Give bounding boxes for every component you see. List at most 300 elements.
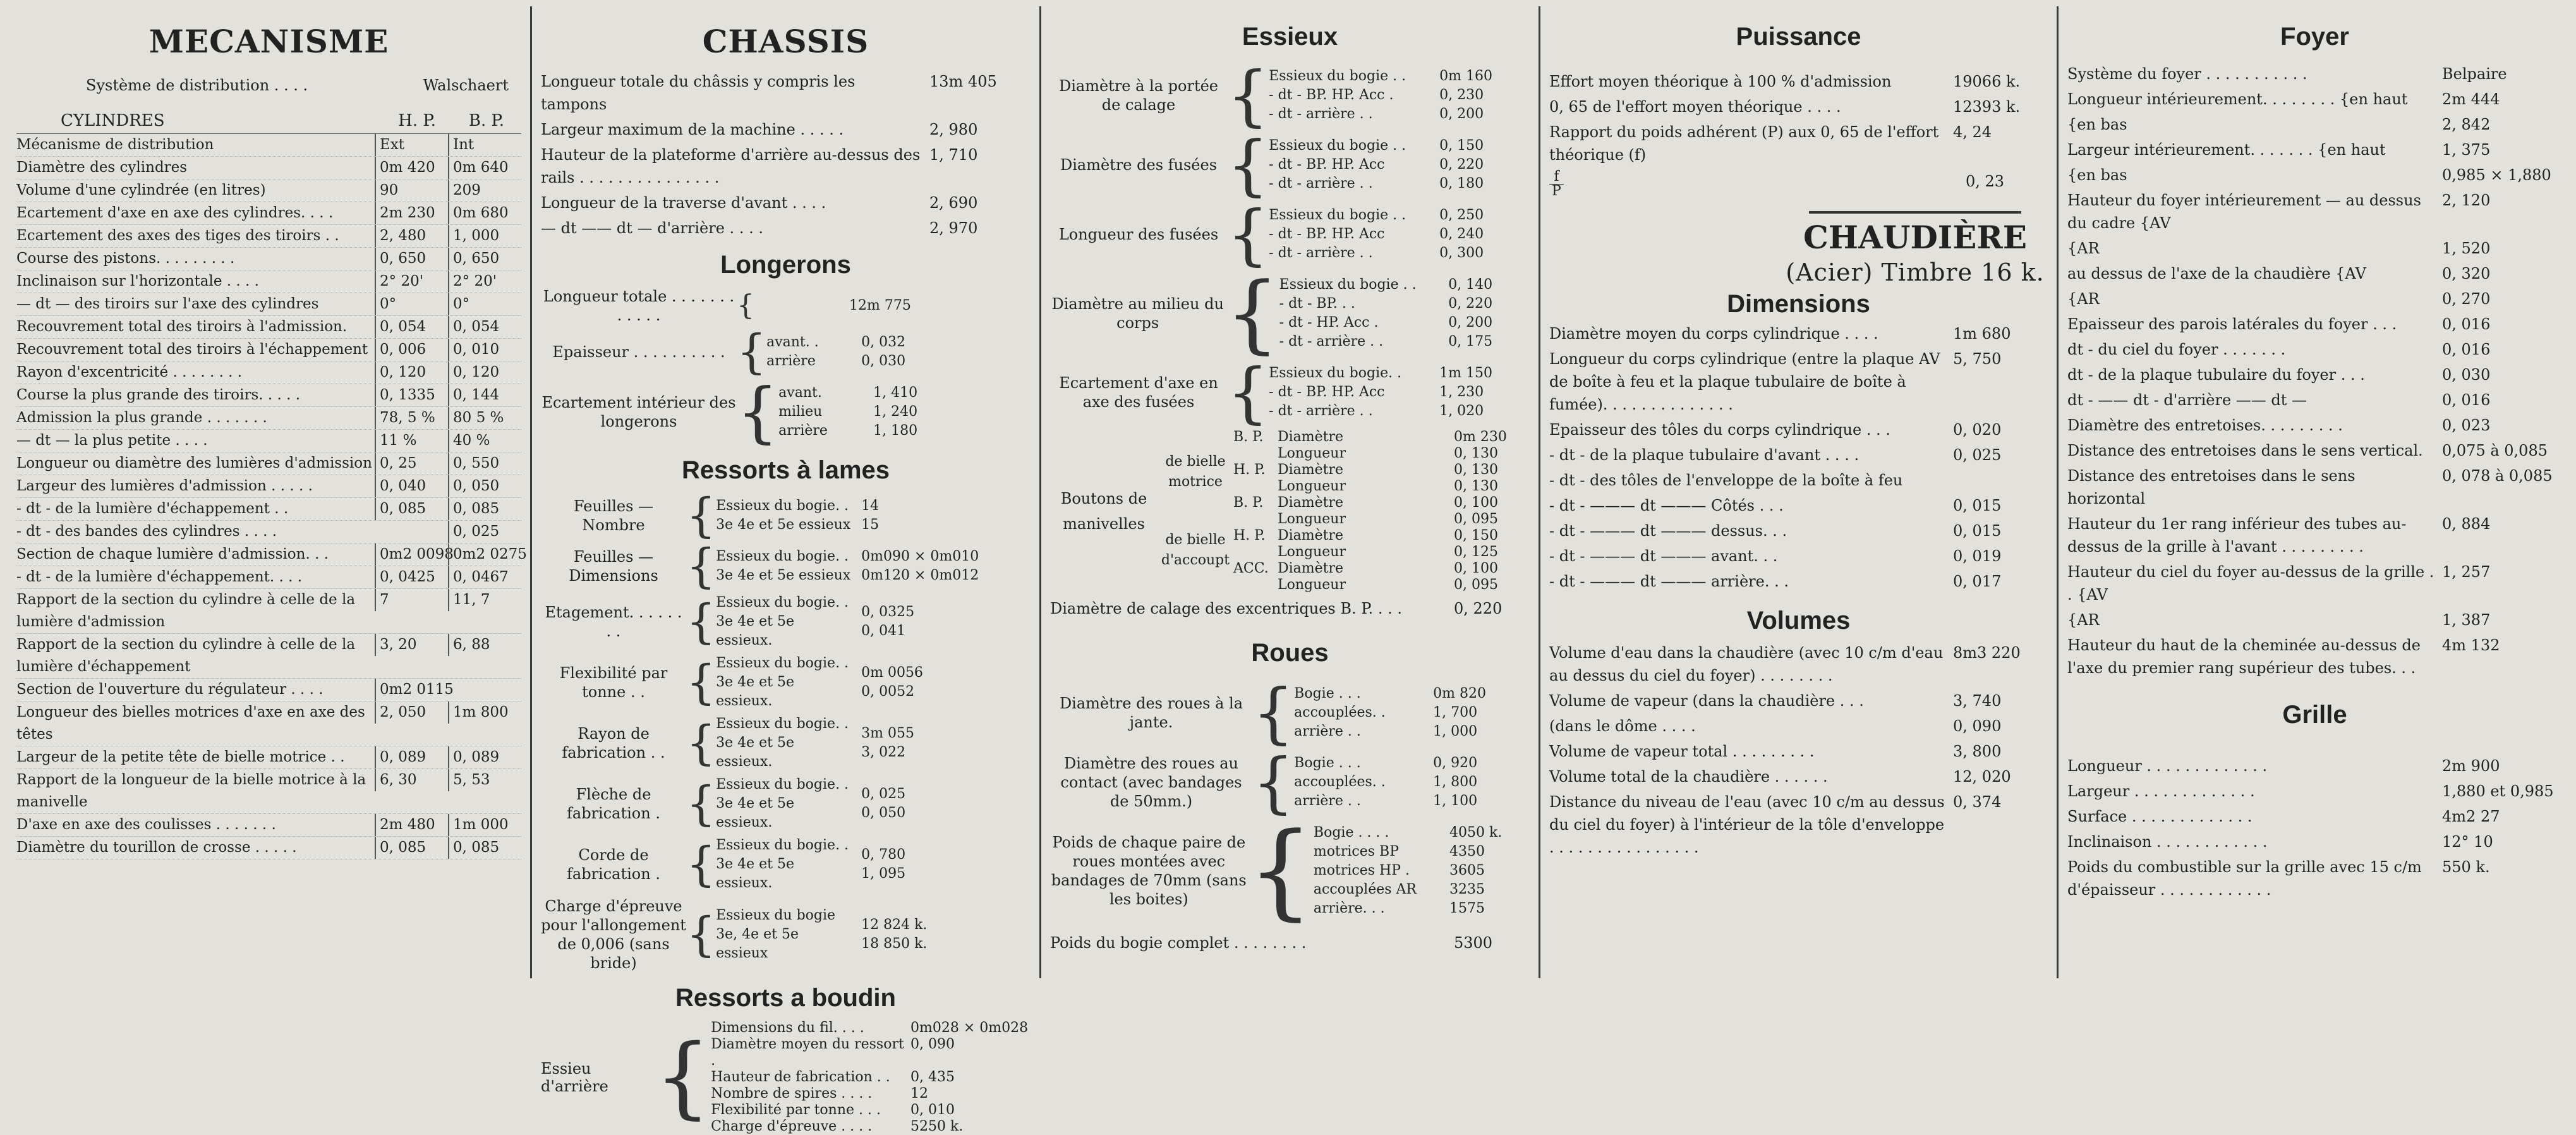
mecanisme-table: [16, 134, 527, 859]
chassis-row: [541, 217, 1031, 240]
boudin-row-value: 0, 010: [910, 1102, 955, 1118]
essieu-group-value: 0, 200: [1439, 106, 1484, 122]
essieu-group: [1050, 196, 1530, 273]
ressort-group-sub: 3e 4e et 5e essieux: [716, 517, 851, 533]
roue-group: [1050, 810, 1530, 931]
ressort-group-sub: 3e 4e et 5e essieux.: [716, 674, 794, 709]
mecanisme-row-hp: 2m 480: [375, 814, 448, 836]
essieu-group-subs: [1279, 276, 1442, 351]
foyer-row: [2067, 288, 2562, 310]
bouton-value: 0, 130: [1454, 446, 1498, 461]
mecanisme-row-bp: 0, 085: [448, 498, 521, 520]
foyer-row-label: Epaisseur des parois latérales du foyer . . .: [2067, 315, 2397, 333]
ressort-group-brace: {: [686, 489, 717, 543]
mecanisme-row: [16, 430, 521, 452]
foyer-row-value: 0, 030: [2442, 366, 2491, 384]
essieu-group-brace: {: [1225, 264, 1279, 363]
ressort-group-values: [855, 497, 988, 535]
longeron-group-values: [867, 384, 1000, 440]
foyer-row: [2067, 262, 2562, 285]
chassis-row-value: 13m 405: [929, 73, 997, 90]
essieu-group-values: [1433, 67, 1521, 124]
mecanisme-row-hp: 2, 050: [375, 701, 448, 724]
ressort-group-value: 0, 0052: [861, 684, 915, 700]
longeron-group-brace: {: [737, 373, 779, 451]
mecanisme-row-hp: Ext: [375, 134, 448, 156]
boudin-row: [711, 1020, 1031, 1036]
frac-f-over-p: [1549, 170, 1564, 198]
mecanisme-row: [16, 679, 521, 701]
longeron-group-subs: [778, 384, 867, 440]
mecanisme-row: [16, 634, 521, 679]
ressort-group-value: 0m120 × 0m012: [861, 568, 979, 583]
mecanisme-row-label: Rayon d'excentricité . . . . . . . .: [16, 364, 243, 380]
essieu-group-sub: - dt - BP. . .: [1279, 296, 1355, 312]
ressort-group-label: Corde de fabrication .: [567, 846, 660, 883]
bouton-grp: H. P.: [1233, 462, 1266, 478]
foyer-row-label: {en bas: [2067, 166, 2127, 184]
volume-row-value: 0, 090: [1953, 717, 2002, 735]
grille-row-value: 12° 10: [2442, 833, 2493, 851]
dimensions-table: [1549, 322, 2048, 593]
dimension-row-value: 0, 015: [1953, 497, 2002, 514]
essieu-group-subs: [1269, 67, 1433, 124]
mecanisme-row-hp: 0, 089: [375, 746, 448, 768]
mecanisme-row: [16, 270, 521, 293]
roue-group-sub: Bogie . . .: [1294, 755, 1361, 771]
mecanisme-row-hp: 0m2 0115: [375, 679, 448, 701]
ressort-group: [541, 715, 1031, 772]
essieu-group-sub: Essieux du bogie. .: [1269, 365, 1402, 381]
mecanisme-row-bp: 209: [448, 179, 521, 202]
foyer-row-value: 0, 016: [2442, 315, 2491, 333]
longeron-group-brace: {: [737, 289, 754, 322]
ressort-group-value: 0, 0325: [861, 604, 915, 620]
foyer-row-value: 0, 078 à 0,085: [2442, 467, 2553, 485]
mecanisme-row-label: Ecartement d'axe en axe des cylindres. . . .: [16, 205, 334, 221]
bouton-sub: Diamètre: [1278, 429, 1344, 445]
essieu-group-sub: - dt - BP. HP. Acc: [1269, 384, 1385, 400]
essieu-group: [1050, 57, 1530, 134]
ressort-group-sub: 3e 4e et 5e essieux.: [716, 856, 794, 891]
bouton-row: [1233, 446, 1530, 462]
bouton-value: 0, 150: [1454, 528, 1498, 543]
dimension-row-value: 0, 025: [1953, 446, 2002, 464]
mecanisme-row-bp: 0, 089: [448, 746, 521, 768]
essieu-group-sub: - dt - arrière . .: [1279, 334, 1384, 349]
hp-header: H. P.: [398, 111, 436, 130]
mecanisme-row-bp: 0, 010: [448, 339, 521, 361]
essieu-group-value: 1m 150: [1439, 365, 1493, 381]
roue-group-value: 0m 820: [1433, 686, 1487, 701]
grille-row-label: Surface . . . . . . . . . . . . .: [2067, 808, 2252, 825]
chassis-row: [541, 70, 1031, 116]
mecanisme-row: [16, 407, 521, 430]
chaudiere-heading-box: [1782, 211, 2048, 290]
essieu-group: [1050, 354, 1530, 431]
longeron-group-sub: milieu: [778, 404, 823, 420]
frac-row: [1549, 170, 2048, 198]
bouton-sub: Longueur: [1278, 577, 1346, 593]
foyer-row-label: Hauteur du haut de la cheminée au-dessus de l'axe du premier rang supérieur des tubes. . .: [2067, 636, 2421, 677]
foyer-row-label: dt - de la plaque tubulaire du foyer . . .: [2067, 366, 2365, 384]
boudin-row-label: Hauteur de fabrication . .: [711, 1069, 890, 1085]
dimension-row: [1549, 545, 2048, 568]
mecanisme-row-bp: 80 5 %: [448, 407, 521, 429]
roue-group-value: 4050 k.: [1449, 825, 1503, 841]
essieu-group-sub: - dt - BP. HP. Acc: [1269, 157, 1385, 173]
foyer-row: [2067, 237, 2562, 260]
mecanisme-row-label: Largeur des lumières d'admission . . . . .: [16, 478, 313, 494]
bouton-grp: H. P.: [1233, 528, 1266, 543]
foyer-row-label: Distance des entretoises dans le sens horizontal: [2067, 467, 2355, 507]
mecanisme-row-hp: 0, 650: [375, 248, 448, 270]
chassis-table: [541, 70, 1031, 240]
mecanisme-row: [16, 339, 521, 361]
boutons-label: Boutons de manivelles: [1060, 490, 1147, 533]
essieu-group-values: [1433, 137, 1521, 193]
essieu-group-value: 0, 220: [1439, 157, 1484, 173]
foyer-row-value: 0, 320: [2442, 265, 2491, 282]
longeron-group: [541, 373, 1031, 451]
ressort-group-sub: Essieux du bogie: [716, 907, 836, 923]
bouton-row: [1233, 561, 1530, 577]
ressort-group-values: [855, 724, 988, 762]
mecanisme-row-hp: 0m2 0098: [375, 543, 448, 566]
grille-row: [2067, 856, 2562, 901]
grille-row-label: Largeur . . . . . . . . . . . . .: [2067, 782, 2255, 800]
mecanisme-row: [16, 521, 521, 543]
mecanisme-row-label: Rapport de la longueur de la bielle motrice à la manivelle: [16, 772, 366, 810]
volume-row-label: Volume de vapeur total . . . . . . . . .: [1549, 743, 1815, 760]
dimension-row-value: 0, 020: [1953, 421, 2002, 439]
essieux-title: Essieux: [1242, 23, 1338, 51]
bouton-grp: ACC.: [1233, 561, 1269, 576]
puissance-row: [1549, 70, 2048, 93]
longeron-group: [541, 325, 1031, 379]
mecanisme-row-bp: 5, 53: [448, 769, 521, 791]
ressort-group-values: [855, 664, 988, 701]
ressort-group-values: [855, 916, 988, 954]
chassis-row-label: Hauteur de la plateforme d'arrière au-dessus des rails . . . . . . . . . . . . . . .: [541, 146, 921, 186]
mecanisme-row-label: Diamètre du tourillon de crosse . . . . .: [16, 839, 297, 856]
roue-group-brace: {: [1252, 674, 1295, 751]
ressort-group-sub: Essieux du bogie. .: [716, 549, 849, 564]
mecanisme-row-label: Recouvrement total des tiroirs à l'échappement: [16, 341, 368, 358]
roue-group-label: Diamètre des roues au contact (avec bandages de 50mm.): [1060, 755, 1242, 810]
foyer-row-label: Distance des entretoises dans le sens vertical.: [2067, 442, 2423, 459]
ressort-group: [541, 539, 1031, 593]
bouton-row: [1233, 429, 1530, 446]
bogie-row: [1050, 932, 1530, 954]
longeron-group-value: 1, 240: [873, 404, 918, 420]
puissance-table: [1549, 70, 2048, 166]
mecanisme-row-hp: 7: [375, 589, 448, 611]
roue-group-brace: {: [1252, 744, 1295, 821]
bouton-sub: Diamètre: [1278, 462, 1344, 478]
volumes-title: Volumes: [1746, 607, 1851, 634]
mecanisme-column: [8, 6, 532, 978]
boudin-row-value: 12: [910, 1086, 928, 1102]
essieu-group-value: 0, 180: [1439, 176, 1484, 191]
boudin-row-label: Nombre de spires . . . .: [711, 1086, 873, 1102]
roue-group-value: 0, 920: [1433, 755, 1478, 771]
ressort-group-subs: [716, 497, 855, 535]
ressort-group-value: 0, 025: [861, 786, 906, 802]
foyer-row: [2067, 464, 2562, 510]
mecanisme-row-hp: 2, 480: [375, 225, 448, 247]
chassis-row-value: 2, 970: [929, 219, 978, 237]
mecanisme-row-bp: 0, 120: [448, 361, 521, 384]
chassis-row-value: 1, 710: [929, 146, 978, 164]
mecanisme-row-label: Mécanisme de distribution: [16, 137, 214, 153]
grille-row-value: 4m2 27: [2442, 808, 2500, 825]
ressorts-table: [541, 489, 1031, 973]
roue-group-value: 1, 800: [1433, 774, 1478, 790]
essieu-group-sub: Essieux du bogie . .: [1269, 68, 1406, 84]
roue-group-value: 3605: [1449, 863, 1485, 878]
grille-title: Grille: [2282, 701, 2347, 729]
essieu-group-value: 0, 250: [1439, 207, 1484, 223]
essieu-group-sub: Essieux du bogie . .: [1279, 277, 1417, 293]
ressort-group-sub: Essieux du bogie. .: [716, 837, 849, 853]
foyer-row-value: 4m 132: [2442, 636, 2500, 654]
mecanisme-row-hp: 0, 25: [375, 452, 448, 475]
essieu-group-sub: - dt - BP. HP. Acc .: [1269, 87, 1394, 103]
mecanisme-row-hp: 3, 20: [375, 634, 448, 656]
roue-group-sub: Bogie . . .: [1294, 686, 1361, 701]
volume-row-label: Volume total de la chaudière . . . . . .: [1549, 768, 1828, 786]
bouton-row: [1233, 577, 1530, 593]
foyer-row-value: 0, 884: [2442, 515, 2491, 533]
mecanisme-row-hp: 11 %: [375, 430, 448, 452]
longeron-group-sub: avant. .: [766, 334, 819, 350]
foyer-row-value: 0, 023: [2442, 416, 2491, 434]
mecanisme-row: [16, 384, 521, 407]
volume-row-label: Volume de vapeur (dans la chaudière . . .: [1549, 692, 1864, 710]
mecanisme-row: [16, 746, 521, 769]
grille-row-value: 1,880 et 0,985: [2442, 782, 2554, 800]
mecanisme-row: [16, 293, 521, 316]
frac-label: [1549, 170, 1966, 198]
foyer-row-label: Hauteur du ciel du foyer au-dessus de la grille . . {AV: [2067, 563, 2434, 604]
mecanisme-row-bp: Int: [448, 134, 521, 156]
longeron-group-values: [843, 296, 976, 315]
ressort-group-subs: [716, 775, 855, 832]
ressort-group: [541, 489, 1031, 543]
bouton-sub: Diamètre: [1278, 528, 1344, 543]
essieu-group-values: [1433, 364, 1521, 421]
foyer-row-value: 2, 842: [2442, 116, 2491, 133]
frac2-value: 0, 23: [1966, 173, 2005, 190]
mecanisme-row-label: D'axe en axe des coulisses . . . . . . .: [16, 816, 276, 833]
chassis-row-label: Longueur totale du châssis y compris les tampons: [541, 73, 856, 113]
foyer-row: [2067, 113, 2562, 136]
mecanisme-row: [16, 543, 527, 566]
boutons-table: [1233, 429, 1530, 593]
chassis-row: [541, 118, 1031, 141]
boudin-row: [711, 1069, 1031, 1086]
ressort-group-brace: {: [686, 777, 717, 831]
essieu-group-value: 0m 160: [1439, 68, 1493, 84]
bouton-row: [1233, 511, 1530, 528]
boudin-row: [711, 1036, 1031, 1069]
roue-group-subs: [1294, 754, 1427, 811]
foyer-row: [2067, 414, 2562, 437]
foyer-column: [2059, 6, 2571, 978]
volume-row: [1549, 641, 2048, 687]
mecanisme-row-hp: 0, 0425: [375, 566, 448, 588]
ressort-group: [541, 775, 1031, 832]
bogie-label: Poids du bogie complet . . . . . . . .: [1050, 934, 1307, 952]
foyer-title: Foyer: [2280, 23, 2349, 51]
longeron-group-value: 12m 775: [849, 298, 911, 313]
longeron-group-label: Ecartement intérieur des longerons: [541, 394, 736, 430]
foyer-row: [2067, 313, 2562, 336]
ressort-group-value: 0, 050: [861, 805, 906, 821]
volume-row: [1549, 715, 2048, 737]
foyer-row-label: dt - du ciel du foyer . . . . . . .: [2067, 341, 2286, 358]
mecanisme-row-bp: 0, 144: [448, 384, 521, 406]
essieu-group-label: Longueur des fusées: [1058, 226, 1219, 243]
foyer-row: [2067, 389, 2562, 411]
dimension-row-label: - dt - ——— dt ——— Côtés . . .: [1549, 497, 1784, 514]
dimension-row-label: - dt - ——— dt ——— dessus. . .: [1549, 522, 1787, 540]
roue-group-sub: arrière . .: [1294, 724, 1361, 739]
ressort-group: [541, 593, 1031, 650]
mecanisme-row-bp: 0, 085: [448, 837, 521, 859]
chaudiere-rule: [1809, 211, 2021, 214]
foyer-row-value: 0, 016: [2442, 341, 2491, 358]
foyer-row: [2067, 609, 2562, 631]
roue-group-value: 4350: [1449, 844, 1485, 859]
roue-group-sub: accouplées. .: [1294, 705, 1386, 720]
essieu-group-values: [1433, 206, 1521, 263]
essieu-group-sub: - dt - BP. HP. Acc: [1269, 226, 1385, 242]
mecanisme-row-label: Ecartement des axes des tiges des tiroirs . .: [16, 228, 339, 244]
mecanisme-row-bp: 0°: [448, 293, 521, 315]
ressort-group-subs: [716, 654, 855, 711]
bouton-value: 0m 230: [1454, 429, 1507, 445]
roue-group-sub: Bogie . . . .: [1313, 825, 1389, 841]
chassis-row: [541, 191, 1031, 214]
roue-group-values: [1427, 684, 1515, 741]
foyer-row-label: dt - —— dt - d'arrière —— dt —: [2067, 391, 2307, 409]
boudin-table: [711, 1020, 1031, 1135]
chassis-row-label: Largeur maximum de la machine . . . . .: [541, 121, 844, 138]
dimension-row-label: - dt - de la plaque tubulaire d'avant . . . .: [1549, 446, 1859, 464]
grille-row-label: Poids du combustible sur la grille avec 15 c/m d'épaisseur . . . . . . . . . . . .: [2067, 858, 2422, 899]
mecanisme-row-label: - dt - de la lumière d'échappement . .: [16, 501, 289, 517]
foyer-row: [2067, 439, 2562, 462]
grille-row-label: Inclinaison . . . . . . . . . . . .: [2067, 833, 2268, 851]
chassis-row-value: 2, 690: [929, 194, 978, 212]
longeron-group-label: Epaisseur . . . . . . . . . .: [552, 343, 725, 361]
essieu-group-sub: - dt - arrière . .: [1269, 106, 1373, 122]
foyer-row-label: au dessus de l'axe de la chaudière {AV: [2067, 265, 2366, 282]
dimension-row-value: 5, 750: [1953, 350, 2002, 368]
ressort-group-values: [855, 846, 988, 883]
ressort-group-value: 3, 022: [861, 744, 906, 760]
essieu-group-brace: {: [1227, 126, 1269, 203]
boudin-title: Ressorts a boudin: [675, 984, 896, 1012]
mecanisme-row-label: Admission la plus grande . . . . . . .: [16, 410, 267, 426]
motrice-label: de bielle motrice: [1165, 454, 1226, 490]
puissance-row-value: 19066 k.: [1953, 73, 2021, 90]
mecanisme-row-label: Largeur de la petite tête de bielle motrice . .: [16, 749, 345, 765]
grille-row-value: 550 k.: [2442, 858, 2490, 876]
ressort-group-label: Flèche de fabrication .: [567, 786, 660, 822]
chaudiere-sub: (Acier) Timbre 16 k.: [1786, 258, 2045, 286]
essieu-group-label: Ecartement d'axe en axe des fusées: [1059, 374, 1218, 411]
mecanisme-row-hp: 0, 1335: [375, 384, 448, 406]
mecanisme-row-bp: 2° 20': [448, 270, 521, 293]
puissance-row: [1549, 121, 2048, 166]
systeme-row: [16, 74, 521, 97]
chassis-row-value: 2, 980: [929, 121, 978, 138]
mecanisme-row: [16, 179, 521, 202]
essieu-group-subs: [1269, 137, 1433, 193]
mecanisme-row: [16, 157, 521, 179]
grille-row: [2067, 830, 2562, 853]
mecanisme-row: [16, 361, 521, 384]
ressort-group-sub: Essieux du bogie. .: [716, 595, 849, 610]
bouton-value: 0, 130: [1454, 462, 1498, 478]
mecanisme-row-hp: 78, 5 %: [375, 407, 448, 429]
bouton-sub: Diamètre: [1278, 495, 1344, 511]
boudin-row: [711, 1086, 1031, 1102]
longeron-group-value: 1, 410: [873, 385, 918, 401]
longeron-group-values: [855, 333, 988, 371]
longeron-group-value: 1, 180: [873, 423, 918, 439]
volume-row: [1549, 740, 2048, 763]
volume-row-value: 12, 020: [1953, 768, 2011, 786]
ressort-group-value: 0m090 × 0m010: [861, 549, 979, 564]
foyer-row-value: 0, 270: [2442, 290, 2491, 308]
mecanisme-row-label: Inclinaison sur l'horizontale . . . .: [16, 273, 259, 289]
longeron-group-value: 0, 030: [861, 353, 906, 369]
ressort-group-label: Flexibilité par tonne . .: [559, 664, 668, 701]
foyer-row-label: Hauteur du 1er rang inférieur des tubes au-dessus de la grille à l'avant . . . . . . . . .: [2067, 515, 2407, 555]
excentriques-row: [1050, 597, 1530, 620]
volume-row-value: 3, 800: [1953, 743, 2002, 760]
accoupl-label: de bielle d'accoupt: [1161, 532, 1230, 568]
mecanisme-row-bp: 0m 680: [448, 202, 521, 224]
ressort-group-sub: 3e, 4e et 5e essieux: [716, 926, 799, 961]
ressort-group-values: [855, 547, 988, 585]
foyer-row-value: 0,075 à 0,085: [2442, 442, 2548, 459]
mecanisme-row-bp: 1m 800: [448, 701, 521, 724]
longeron-group-sub: arrière: [766, 353, 816, 369]
dimension-row: [1549, 418, 2048, 441]
mecanisme-row: [16, 134, 521, 157]
mecanisme-row-label: - dt - des bandes des cylindres . . . .: [16, 523, 277, 540]
essieu-group-sub: Essieux du bogie . .: [1269, 138, 1406, 154]
bouton-value: 0, 100: [1454, 561, 1498, 576]
essieu-group-value: 0, 220: [1448, 296, 1493, 312]
essieu-group-value: 0, 230: [1439, 87, 1484, 103]
essieu-group-sub: - dt - arrière . .: [1269, 403, 1373, 419]
roue-group-sub: motrices BP: [1313, 844, 1399, 859]
ressort-group: [541, 654, 1031, 711]
foyer-row-label: Hauteur du foyer intérieurement — au dessus du cadre {AV: [2067, 191, 2421, 232]
essieu-group-sub: - dt - arrière . .: [1269, 245, 1373, 261]
chassis-title: CHASSIS: [702, 23, 869, 60]
mecanisme-row: [16, 452, 521, 475]
boudin-row-value: 0m028 × 0m028: [910, 1020, 1029, 1036]
boudin-brace: {: [655, 1026, 711, 1129]
roue-group-label: Poids de chaque paire de roues montées avec bandages de 70mm (sans les boites): [1051, 834, 1247, 908]
